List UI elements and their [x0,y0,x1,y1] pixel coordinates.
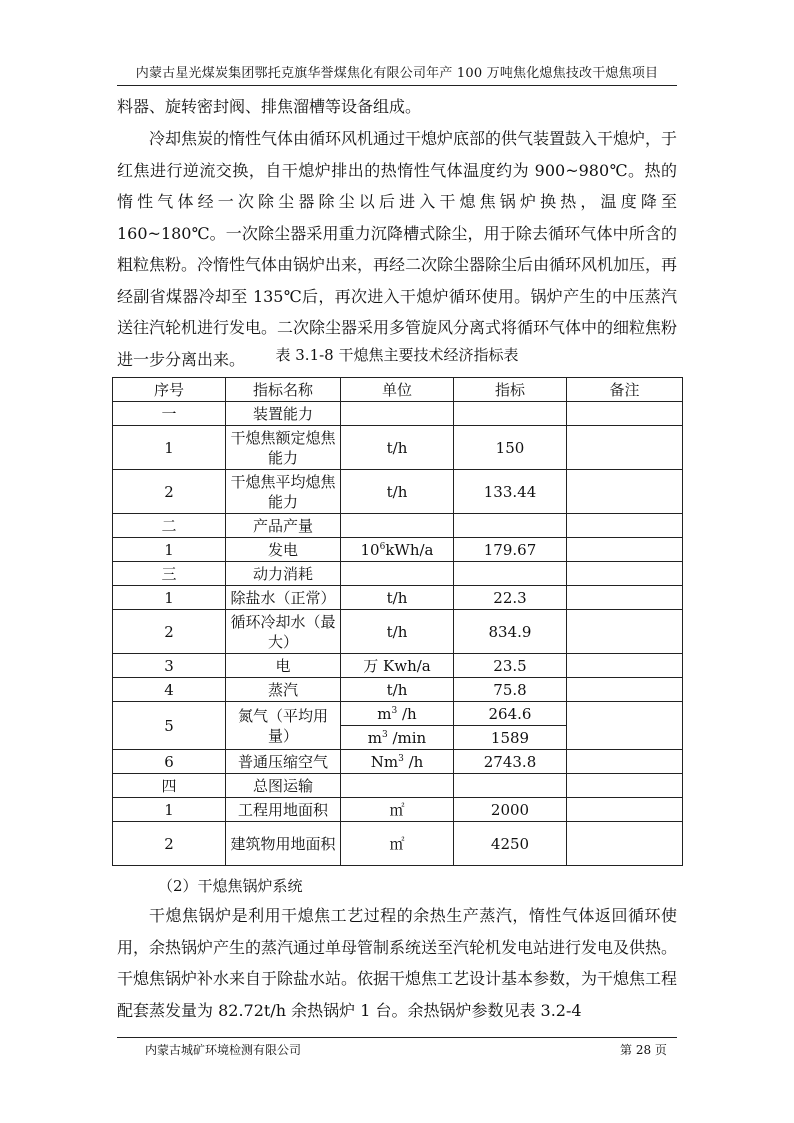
header-cell: 指标名称 [226,378,341,402]
paragraph-2: 冷却焦炭的惰性气体由循环风机通过干熄炉底部的供气装置鼓入干熄炉，于红焦进行逆流交换，自干熄炉排出的热惰性气体温度约为 900~980℃。热的惰性气体经一次除尘器除尘以后进入干熄焦锅炉换热，温度降至 160~180℃。一次除尘器采用重力沉降槽式除尘，用于除去循环气体中所含的粗粒焦粉。冷惰性气体由锅炉出来，再经二次除尘器除尘后由循环风机加压，再经副省煤器冷却至 135℃后，再次进入干熄炉循环使用。锅炉产生的中压蒸汽送往汽轮机进行发电。二次除尘器采用多管旋风分离式将循环气体中的细粒焦粉进一步分离出来。 [117,129,678,369]
table-cell: 循环冷却水（最大） [226,610,341,654]
unit-base: 10 [360,540,380,559]
table-row [113,774,683,798]
table-header-row [113,378,683,402]
table-cell [567,750,683,774]
unit-exponent: 6 [379,541,386,552]
table-row [113,798,683,822]
table-cell: 干熄焦平均熄焦能力 [226,470,341,514]
header-divider [117,85,677,86]
unit-rest: /h [403,752,424,771]
unit-base: Nm [370,752,399,771]
table-cell [567,562,683,586]
table-cell: t/h [341,678,454,702]
table-cell [567,402,683,426]
table-cell: 179.67 [454,538,567,562]
table-cell: 蒸汽 [226,678,341,702]
unit-exponent: 3 [381,729,388,740]
table-cell [567,774,683,798]
unit-exponent: 3 [391,705,398,716]
table-cell: 氮气（平均用量） [226,702,341,750]
table-cell: t/h [341,426,454,470]
table-cell: 除盐水（正常） [226,586,341,610]
header-cell: 指标 [454,378,567,402]
table-cell: ㎡ [341,798,454,822]
table-cell [567,702,683,750]
page-number: 第 28 页 [620,1043,667,1057]
table-cell: 264.6 [454,702,567,726]
table-cell: 1 [113,426,226,470]
table-cell: t/h [341,610,454,654]
table-cell: 建筑物用地面积 [226,822,341,866]
table-cell [567,610,683,654]
table-cell [454,514,567,538]
table-cell: 装置能力 [226,402,341,426]
table-cell [567,470,683,514]
table-cell: 产品产量 [226,514,341,538]
table-caption: 表 3.1-8 干熄焦主要技术经济指标表 [275,346,519,364]
page-header: 内蒙古星光煤炭集团鄂托克旗华誉煤焦化有限公司年产 100 万吨焦化熄焦技改干熄焦项目 [135,66,659,81]
table-cell: 四 [113,774,226,798]
table-cell [454,774,567,798]
paragraph-3: 干熄焦锅炉是利用干熄焦工艺过程的余热生产蒸汽，惰性气体返回循环使用，余热锅炉产生的蒸汽通过单母管制系统送至汽轮机发电站进行发电及供热。干熄焦锅炉补水来自于除盐水站。依据干熄焦工艺设计基本参数，为干熄焦工程配套蒸发量为 82.72t/h 余热锅炉 1 台。余热锅炉参数见表 3.2-4 [117,906,678,1020]
table-cell: 4250 [454,822,567,866]
table-row [113,426,683,470]
table-cell: 150 [454,426,567,470]
table-cell [567,654,683,678]
table-cell: 834.9 [454,610,567,654]
table-cell: 1 [113,538,226,562]
table-cell: 1 [113,586,226,610]
table-row [113,562,683,586]
table-row [113,610,683,654]
table-cell [341,402,454,426]
table-cell [341,774,454,798]
table-cell: 22.3 [454,586,567,610]
table-cell [567,538,683,562]
table-cell: 三 [113,562,226,586]
table-cell: 2 [113,822,226,866]
table-cell: 75.8 [454,678,567,702]
table-cell: 电 [226,654,341,678]
unit-rest: /h [397,704,417,723]
spec-table [112,377,683,866]
table-cell [454,402,567,426]
table-cell: 133.44 [454,470,567,514]
table-cell: 1 [113,798,226,822]
unit-exponent: 3 [398,753,404,764]
table-cell [341,726,454,750]
paragraph-1: 料器、旋转密封阀、排焦溜槽等设备组成。 [117,97,422,116]
table-cell: 万 Kwh/a [341,654,454,678]
table-cell: 二 [113,514,226,538]
header-cell: 备注 [567,378,683,402]
table-row [113,654,683,678]
table-row [113,678,683,702]
table-cell [341,702,454,726]
table-cell: 发电 [226,538,341,562]
table-cell [341,514,454,538]
table-cell [567,678,683,702]
table-cell: 普通压缩空气 [226,750,341,774]
table-cell [567,514,683,538]
header-cell: 序号 [113,378,226,402]
table-cell [454,562,567,586]
table-cell: 2743.8 [454,750,567,774]
table-cell [567,822,683,866]
table-cell [341,750,454,774]
table-cell: 总图运输 [226,774,341,798]
table-cell [567,586,683,610]
table-cell: 一 [113,402,226,426]
unit-rest: kWh/a [385,540,434,559]
table-cell: 2 [113,470,226,514]
footer-divider [117,1037,677,1038]
table-cell: 2000 [454,798,567,822]
table-cell [341,538,454,562]
table-cell: 4 [113,678,226,702]
table-row [113,822,683,866]
table-row [113,586,683,610]
table-cell: t/h [341,470,454,514]
table-cell [567,426,683,470]
table-cell: 2 [113,610,226,654]
table-cell: t/h [341,586,454,610]
header-cell: 单位 [341,378,454,402]
table-cell: ㎡ [341,822,454,866]
table-cell: 动力消耗 [226,562,341,586]
table-row [113,750,683,774]
table-row [113,470,683,514]
unit-base: m [377,704,392,723]
table-cell: 5 [113,702,226,750]
table-cell: 6 [113,750,226,774]
table-cell: 1589 [454,726,567,750]
unit-base: m [367,728,382,747]
table-row [113,702,683,726]
table-row [113,402,683,426]
unit-rest: /min [387,728,427,747]
table-row [113,514,683,538]
footer-company: 内蒙古城矿环境检测有限公司 [145,1043,302,1057]
table-cell: 3 [113,654,226,678]
section-title: （2）干熄焦锅炉系统 [158,877,303,895]
table-cell: 干熄焦额定熄焦能力 [226,426,341,470]
table-cell: 工程用地面积 [226,798,341,822]
table-cell [567,798,683,822]
table-cell [341,562,454,586]
table-row [113,538,683,562]
table-cell: 23.5 [454,654,567,678]
